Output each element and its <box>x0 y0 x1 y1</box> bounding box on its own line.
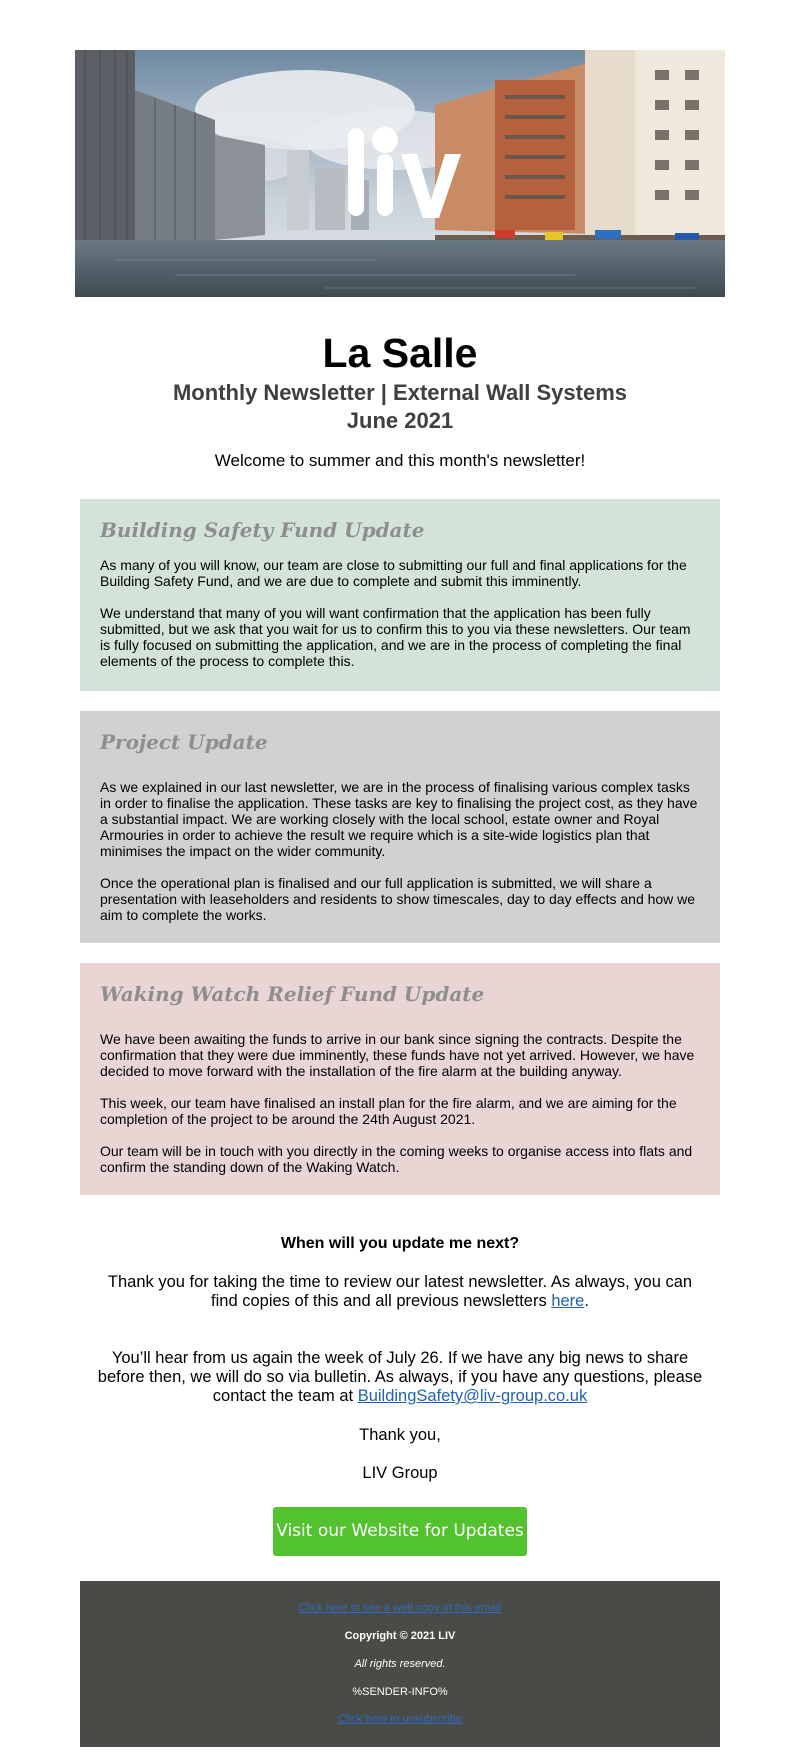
section-paragraph: We have been awaiting the funds to arrive in our bank since signing the contracts. Despite the confirmation that they were due imminently, these funds have not yet arrived. However, we have decided to move forward with the installation of the fire alarm at the building anyway. <box>100 1031 695 1079</box>
section-heading: Building Safety Fund Update <box>100 518 425 542</box>
next-update-question: When will you update me next? <box>280 1235 520 1252</box>
visit-website-button[interactable]: Visit our Website for Updates <box>273 1507 527 1556</box>
email-link[interactable]: BuildingSafety@liv-group.co.uk <box>357 1387 588 1405</box>
subtitle-line-1: Monthly Newsletter | External Wall Systems <box>172 380 628 405</box>
rights-text: All rights reserved. <box>354 1658 446 1670</box>
footer <box>80 1581 720 1747</box>
section-paragraph: As many of you will know, our team are close to submitting our full and final applications for the Building Safety Fund, and we are due to complete and submit this imminently. <box>100 557 687 589</box>
section-paragraph: As we explained in our last newsletter, we are in the process of finalising various complex tasks in order to finalise the application. These tasks are key to finalising the project cost, as they have a substantial impact. We are working closely with the local school, estate owner and Royal Armouries in order to achieve the result we require which is a site-wide logistics plan that minimises the impact on the wider community. <box>100 779 698 859</box>
section-paragraph: Once the operational plan is finalised and our full application is submitted, we will share a presentation with leaseholders and residents to show timescales, day to day effects and how we aim to complete the works. <box>100 875 696 923</box>
closing-period: . <box>584 1292 589 1310</box>
page-subtitle <box>0 379 800 435</box>
signature: LIV Group <box>362 1464 438 1482</box>
unsubscribe-link[interactable]: Click here to unsubscribe <box>338 1713 462 1725</box>
section-heading: Project Update <box>100 730 268 754</box>
closing-paragraph-1 <box>95 1273 705 1311</box>
welcome-text: Welcome to summer and this month's newsletter! <box>214 451 586 470</box>
newsletters-link[interactable]: here <box>551 1292 585 1310</box>
section-building-safety-fund <box>80 499 720 691</box>
section-waking-watch <box>80 963 720 1195</box>
hero-photo <box>75 50 725 297</box>
copyright: Copyright © 2021 LIV <box>344 1630 456 1642</box>
closing-text: You’ll hear from us again the week of July 26. If we have any big news to share before then, we will do so via bulletin. As always, if you have any questions, please contact the team at <box>97 1349 703 1405</box>
thanks-text: Thank you, <box>359 1426 441 1444</box>
closing-text: Thank you for taking the time to review our latest newsletter. As always, you can find copies of this and all previous newsletters <box>107 1273 693 1310</box>
hero-image <box>75 50 725 297</box>
section-paragraph: Our team will be in touch with you directly in the coming weeks to organise access into flats and confirm the standing down of the Waking Watch. <box>100 1143 693 1175</box>
subtitle-line-2: June 2021 <box>346 408 454 433</box>
section-paragraph: We understand that many of you will want confirmation that the application has been fully submitted, but we ask that you wait for us to confirm this to you via these newsletters. Our team is fully focused on submitting the application, and we are in the process of completing the final elements of the process to complete this. <box>100 605 691 669</box>
section-project-update <box>80 711 720 943</box>
section-paragraph: This week, our team have finalised an install plan for the fire alarm, and we are aiming for the completion of the project to be around the 24th August 2021. <box>100 1095 677 1127</box>
sender-info: %SENDER-INFO% <box>352 1686 448 1698</box>
page-title: La Salle <box>322 330 478 376</box>
section-heading: Waking Watch Relief Fund Update <box>100 982 485 1006</box>
closing-paragraph-2 <box>95 1349 705 1406</box>
web-copy-link[interactable]: Click here to see a web copy of this email <box>298 1602 502 1614</box>
